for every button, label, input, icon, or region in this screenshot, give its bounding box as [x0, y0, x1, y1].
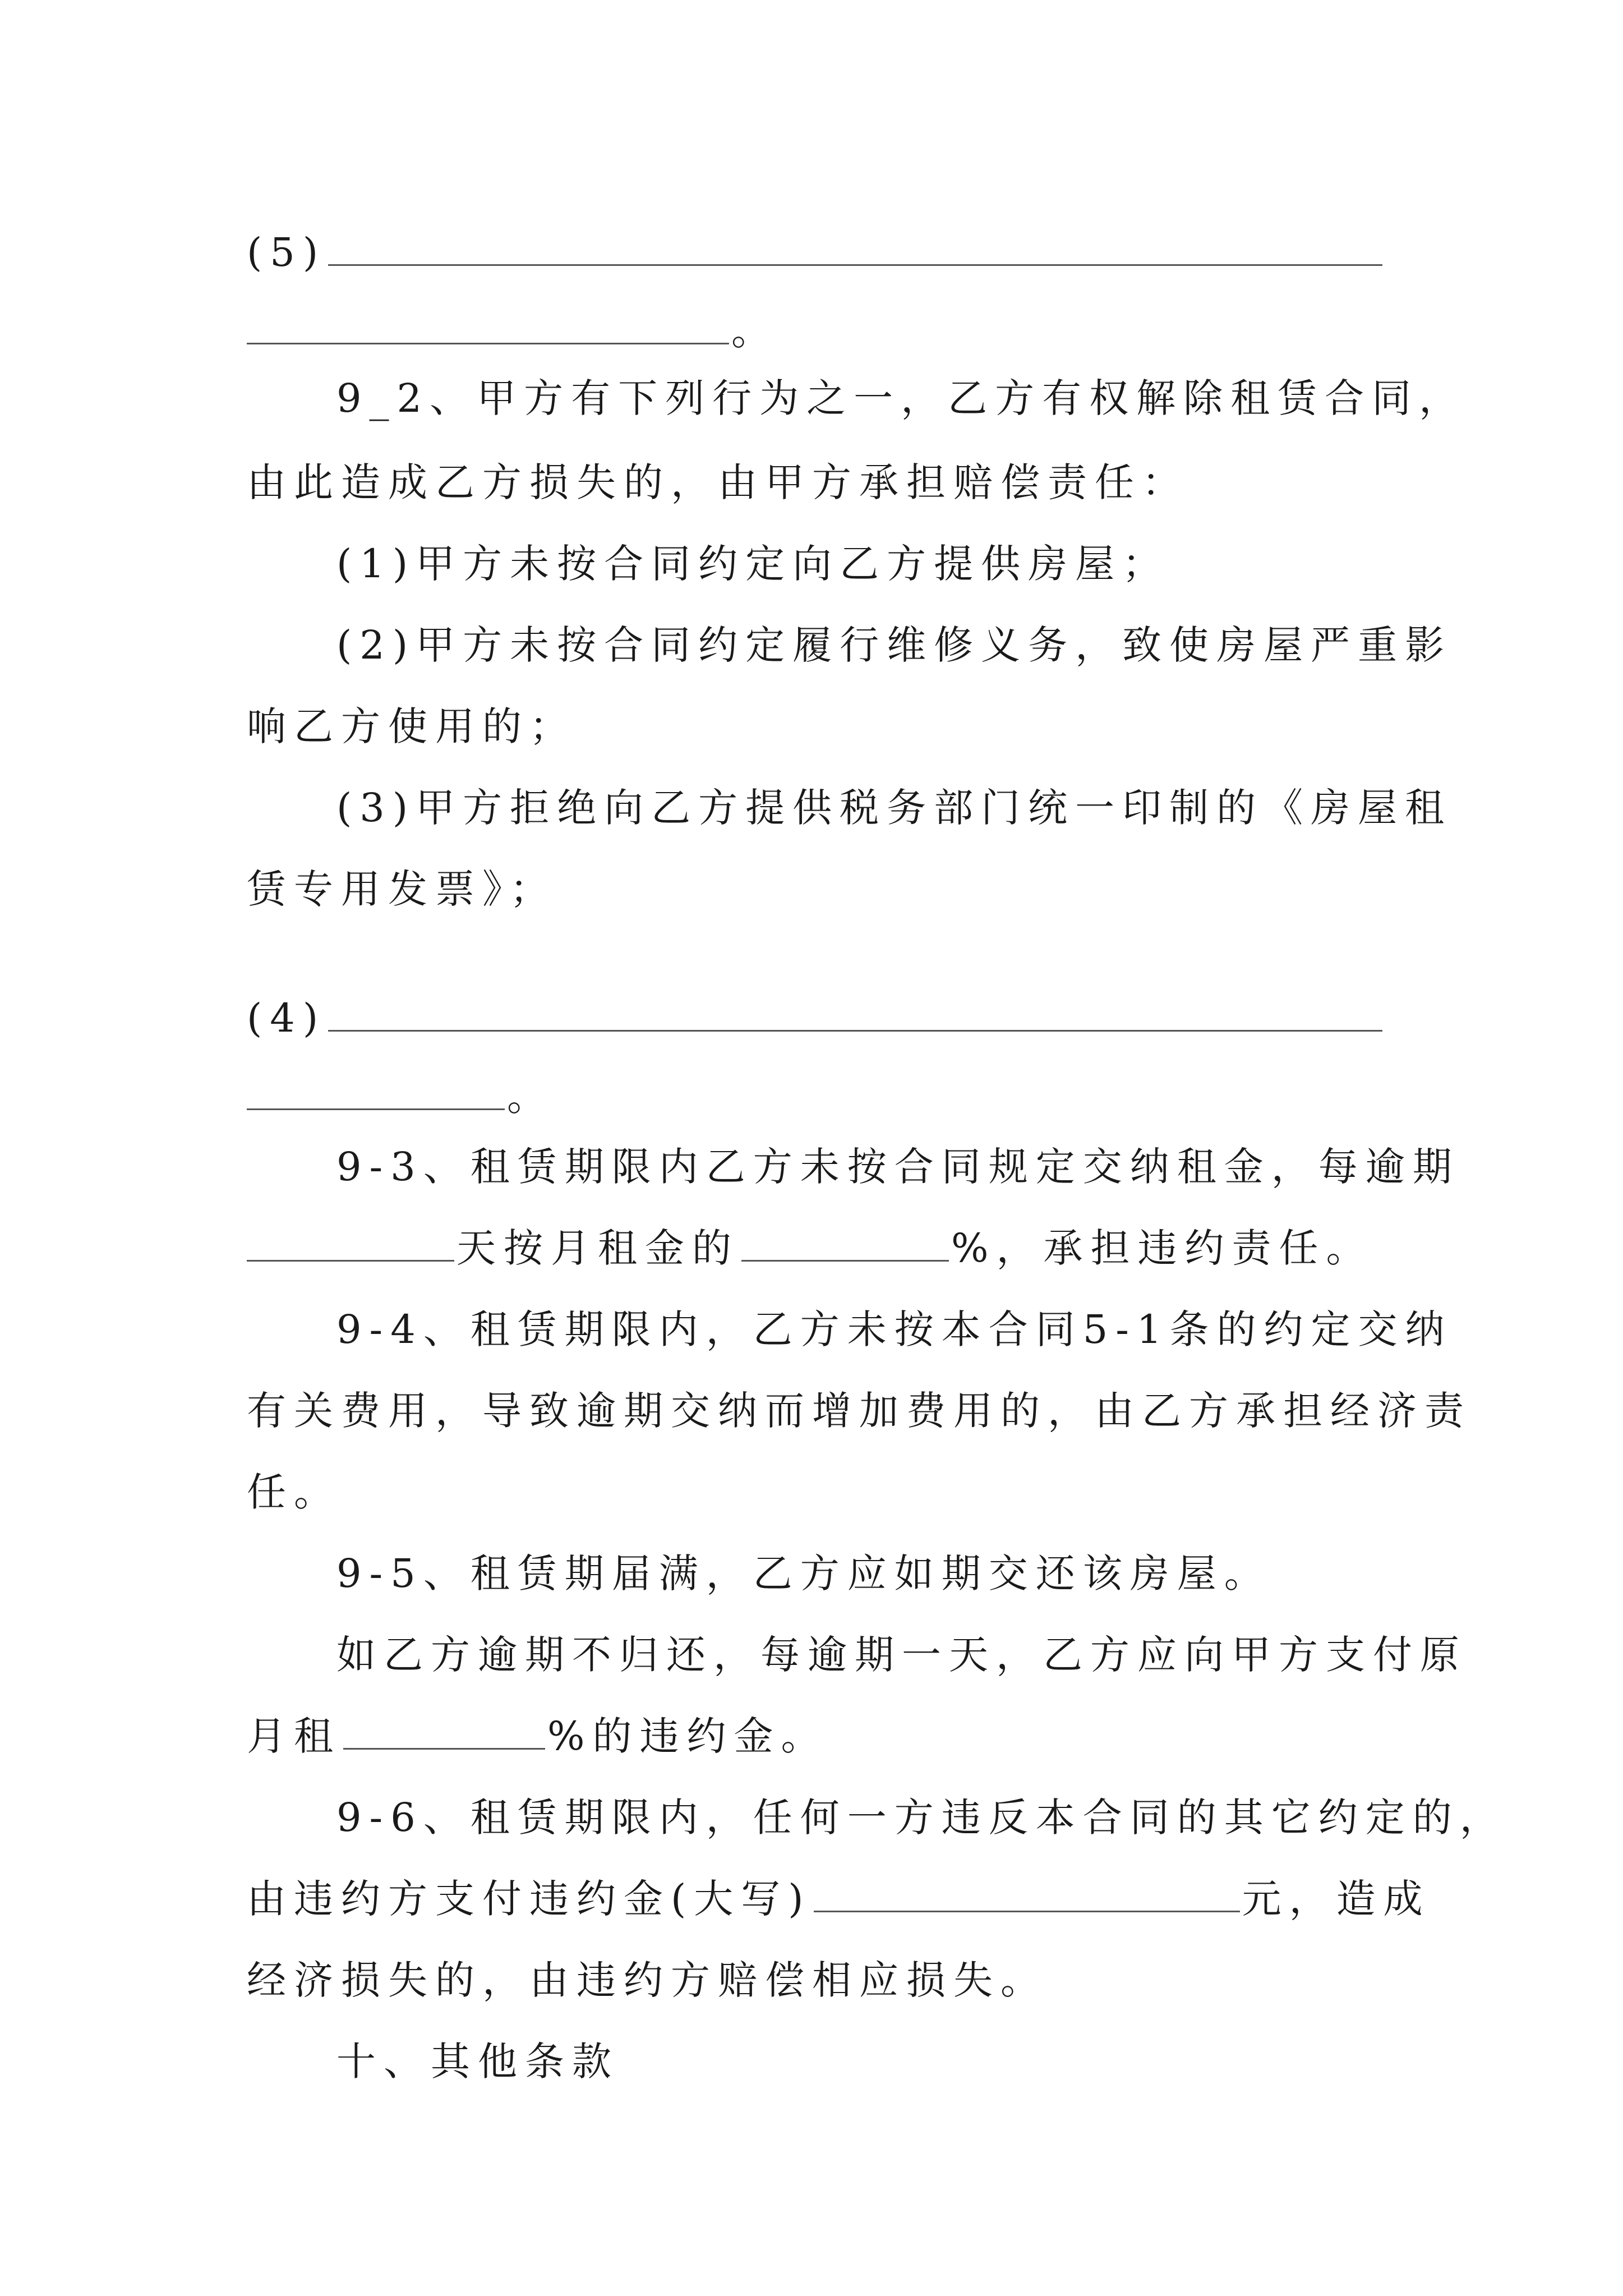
item5-label: (5) — [247, 229, 326, 275]
clause-9-2-item-3-line-1: (3)甲方拒绝向乙方提供税务部门统一印制的《房屋租 — [336, 785, 1453, 831]
item4-blank-field[interactable] — [328, 994, 1382, 1032]
clause-9-2-item-2-line-1: (2)甲方未按合同约定履行维修义务，致使房屋严重影 — [336, 622, 1453, 668]
clause-9-5-line-3 — [247, 1703, 828, 1770]
item5-blank-field[interactable] — [328, 228, 1382, 266]
clause-9-2-item-2-line-2: 响乙方使用的； — [247, 703, 577, 749]
rent-percent-blank[interactable] — [741, 1224, 949, 1262]
clause-9-4-line-1: 9-4、租赁期限内，乙方未按本合同5-1条的约定交纳 — [336, 1306, 1453, 1352]
clause-9-4-line-2: 有关费用，导致逾期交纳而增加费用的，由乙方承担经济责 — [247, 1388, 1472, 1434]
clause-9-2-line-2: 由此造成乙方损失的，由甲方承担赔偿责任： — [247, 459, 1189, 505]
clause-9-2-line-1: 9_2、甲方有下列行为之一，乙方有权解除租赁合同， — [336, 375, 1467, 421]
item4-continuation-line — [247, 1063, 554, 1130]
item4-line — [247, 984, 1385, 1052]
clause-9-6-line-2 — [247, 1865, 1431, 1932]
clause-9-3-end-text: %，承担违约责任。 — [951, 1225, 1373, 1271]
overdue-days-blank[interactable] — [247, 1224, 454, 1262]
item5-blank-field-2[interactable] — [247, 307, 729, 344]
clause-9-2-item-3-line-2: 赁专用发票》； — [247, 866, 557, 912]
clause-9-3-mid-text: 天按月租金的 — [457, 1225, 739, 1271]
item5-continuation-line — [247, 297, 778, 365]
clause-9-3-line-1: 9-3、租赁期限内乙方未按合同规定交纳租金，每逾期 — [336, 1144, 1460, 1190]
item5-line — [247, 219, 1385, 286]
clause-9-3-line-2 — [247, 1214, 1373, 1282]
clause-9-6-line-1: 9-6、租赁期限内，任何一方违反本合同的其它约定的， — [336, 1795, 1507, 1841]
penalty-percent-blank[interactable] — [343, 1712, 545, 1750]
clause-9-5-start-text: 月租 — [247, 1713, 341, 1759]
penalty-amount-blank[interactable] — [814, 1875, 1240, 1912]
item4-label: (4) — [247, 995, 326, 1041]
clause-9-6-end-text: 元，造成 — [1242, 1876, 1431, 1922]
item5-end-mark: 。 — [731, 308, 778, 354]
section-10-title: 十、其他条款 — [336, 2039, 619, 2085]
clause-9-5-line-2: 如乙方逾期不归还，每逾期一天，乙方应向甲方支付原 — [336, 1632, 1467, 1678]
clause-9-6-line-3: 经济损失的，由违约方赔偿相应损失。 — [247, 1957, 1048, 2003]
clause-9-5-line-1: 9-5、租赁期届满，乙方应如期交还该房屋。 — [336, 1550, 1271, 1596]
clause-9-2-item-1: (1)甲方未按合同约定向乙方提供房屋； — [336, 541, 1170, 587]
clause-9-5-end-text: %的违约金。 — [547, 1713, 828, 1759]
item4-blank-field-2[interactable] — [247, 1073, 505, 1110]
clause-9-4-line-3: 任。 — [247, 1469, 341, 1515]
clause-9-6-start-text: 由违约方支付违约金(大写) — [247, 1876, 811, 1922]
item4-end-mark: 。 — [507, 1074, 554, 1120]
